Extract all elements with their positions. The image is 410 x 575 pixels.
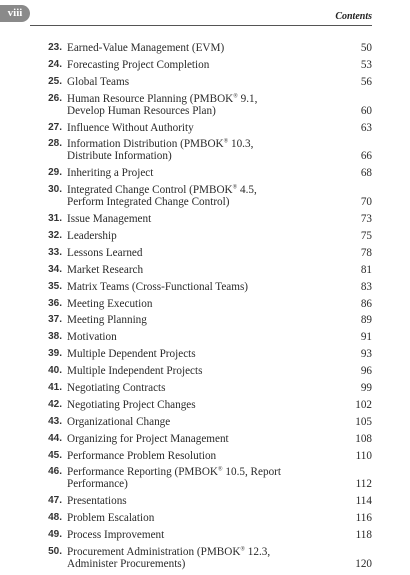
toc-entry-title-line: Organizational Change — [67, 415, 171, 428]
toc-entry-title-line: Process Improvement — [67, 529, 165, 542]
toc-entry-page: 78 — [360, 246, 372, 259]
toc-entry-page: 99 — [360, 382, 372, 395]
toc-entry-title-line: Influence Without Authority — [67, 121, 194, 134]
toc-entry-title — [67, 42, 338, 54]
toc-entry-page: 118 — [355, 529, 372, 542]
toc-entry-title-line: Negotiating Project Changes — [67, 398, 196, 411]
toc-entry-page: 56 — [360, 75, 372, 88]
toc-entry-number: 29. — [48, 167, 62, 179]
toc-entry-title-line: Inheriting a Project — [67, 167, 154, 180]
toc-entry-title — [67, 184, 338, 208]
toc-entry-number: 44. — [48, 432, 62, 444]
toc-entry-title — [67, 314, 338, 326]
toc-entry-number: 34. — [48, 263, 62, 275]
toc-entry-page: 60 — [360, 104, 372, 117]
toc-entry[interactable] — [40, 348, 372, 360]
toc-entry-title — [67, 281, 338, 293]
toc-entry-title — [67, 93, 338, 117]
toc-entry-page: 102 — [355, 398, 372, 411]
toc-entry-title-line: Develop Human Resources Plan) — [67, 104, 216, 117]
toc-entry-title-line: Problem Escalation — [67, 512, 155, 525]
toc-entry[interactable] — [40, 331, 372, 343]
toc-entry-title-line: Leadership — [67, 230, 117, 243]
toc-entry-number: 42. — [48, 398, 62, 410]
toc-entry-number: 46. — [48, 466, 62, 478]
toc-entry-title — [67, 416, 338, 428]
toc-entry-title — [67, 466, 338, 490]
toc-entry-page: 96 — [360, 365, 372, 378]
toc-entry-page: 110 — [355, 449, 372, 462]
toc-entry[interactable] — [40, 213, 372, 225]
toc-entry-title — [67, 122, 338, 134]
toc-entry-title — [67, 450, 338, 462]
toc-entry[interactable] — [40, 365, 372, 377]
toc-entry[interactable] — [40, 466, 372, 490]
toc-entry[interactable] — [40, 382, 372, 394]
toc-entry-title — [67, 264, 338, 276]
toc-entry-number: 35. — [48, 280, 62, 292]
toc-entry-title-line: Multiple Independent Projects — [67, 365, 203, 378]
toc-entry-title-line: Matrix Teams (Cross-Functional Teams) — [67, 280, 249, 293]
toc-entry[interactable] — [40, 230, 372, 242]
toc-entry-number: 37. — [48, 314, 62, 326]
toc-entry-title — [67, 512, 338, 524]
toc-entry[interactable] — [40, 247, 372, 259]
toc-entry[interactable] — [40, 42, 372, 54]
toc-entry-title-line: Global Teams — [67, 75, 130, 88]
table-of-contents — [40, 42, 372, 575]
toc-entry-title — [67, 546, 338, 570]
toc-entry-title — [67, 230, 338, 242]
toc-entry-title-line: Market Research — [67, 263, 144, 276]
toc-entry-number: 50. — [48, 546, 62, 558]
toc-entry-number: 48. — [48, 512, 62, 524]
toc-entry[interactable] — [40, 298, 372, 310]
toc-entry-page: 91 — [360, 331, 372, 344]
toc-entry-title — [67, 399, 338, 411]
toc-entry-number: 45. — [48, 449, 62, 461]
toc-entry-number: 26. — [48, 92, 62, 104]
toc-entry[interactable] — [40, 314, 372, 326]
toc-entry-page: 70 — [360, 196, 372, 209]
toc-entry-page: 89 — [360, 314, 372, 327]
toc-entry[interactable] — [40, 138, 372, 162]
toc-entry-title — [67, 213, 338, 225]
toc-entry-title-line: Lessons Learned — [67, 246, 143, 259]
toc-entry[interactable] — [40, 281, 372, 293]
toc-entry-page: 73 — [360, 213, 372, 226]
toc-entry-title — [67, 59, 338, 71]
toc-entry-title-line: Perform Integrated Change Control) — [67, 196, 230, 209]
toc-entry-number: 43. — [48, 415, 62, 427]
toc-entry-number: 30. — [48, 184, 62, 196]
toc-entry-title — [67, 167, 338, 179]
toc-entry-title — [67, 348, 338, 360]
toc-entry-page: 53 — [360, 58, 372, 71]
toc-entry-title-line: Earned-Value Management (EVM) — [67, 42, 225, 54]
toc-entry-page: 81 — [360, 263, 372, 276]
toc-entry-title — [67, 331, 338, 343]
toc-entry-page: 75 — [360, 230, 372, 243]
toc-entry[interactable] — [40, 93, 372, 117]
toc-entry-number: 47. — [48, 495, 62, 507]
toc-entry-number: 33. — [48, 246, 62, 258]
toc-entry-page: 116 — [355, 512, 372, 525]
header-rule — [30, 25, 372, 26]
toc-entry-title-line: Presentations — [67, 495, 127, 508]
toc-entry-number: 41. — [48, 382, 62, 394]
toc-entry-page: 83 — [360, 280, 372, 293]
toc-entry-title-line: Issue Management — [67, 213, 152, 226]
toc-entry-title-line: Organizing for Project Management — [67, 432, 229, 445]
toc-entry-title — [67, 495, 338, 507]
toc-entry[interactable] — [40, 184, 372, 208]
toc-entry-number: 49. — [48, 529, 62, 541]
toc-entry-title-line: Performance Reporting (PMBOK® 10.5, Report Performance) — [67, 466, 281, 491]
toc-entry-title-line: Negotiating Contracts — [67, 382, 166, 395]
toc-entry-page: 105 — [355, 415, 372, 428]
toc-entry-page: 86 — [360, 297, 372, 310]
toc-entry[interactable] — [40, 495, 372, 507]
toc-entry[interactable] — [40, 433, 372, 445]
toc-entry-title-line: Procurement Administration (PMBOK® 12.3, — [67, 546, 271, 559]
toc-entry-number: 36. — [48, 297, 62, 309]
toc-entry-number: 39. — [48, 348, 62, 360]
toc-entry-title — [67, 298, 338, 310]
toc-entry[interactable] — [40, 264, 372, 276]
toc-entry-number: 28. — [48, 138, 62, 150]
toc-entry-title-line: Distribute Information) — [67, 150, 172, 163]
toc-entry-number: 32. — [48, 230, 62, 242]
toc-entry[interactable] — [40, 399, 372, 411]
toc-entry-title-line: Integrated Change Control (PMBOK® 4.5, — [67, 184, 257, 197]
toc-entry-page: 108 — [355, 432, 372, 445]
toc-entry-title-line: Performance Problem Resolution — [67, 449, 217, 462]
toc-entry-page: 63 — [360, 121, 372, 134]
toc-entry-title — [67, 76, 338, 88]
toc-entry[interactable] — [40, 546, 372, 570]
toc-entry-number: 23. — [48, 42, 62, 53]
toc-entry[interactable] — [40, 529, 372, 541]
toc-entry-title — [67, 247, 338, 259]
toc-entry[interactable] — [40, 76, 372, 88]
toc-entry-number: 38. — [48, 331, 62, 343]
toc-entry-page: 66 — [360, 150, 372, 163]
toc-entry-title-line: Human Resource Planning (PMBOK® 9.1, — [67, 92, 258, 105]
toc-entry[interactable] — [40, 167, 372, 179]
toc-entry-title-line: Multiple Dependent Projects — [67, 348, 196, 361]
toc-entry-number: 25. — [48, 75, 62, 87]
toc-entry-title — [67, 433, 338, 445]
toc-entry-page: 114 — [355, 495, 372, 508]
toc-entry-title — [67, 529, 338, 541]
toc-entry[interactable] — [40, 416, 372, 428]
toc-entry-title-line: Forecasting Project Completion — [67, 58, 210, 71]
page-number-tab: viii — [0, 5, 30, 22]
toc-entry-page: 68 — [360, 167, 372, 180]
toc-entry[interactable] — [40, 59, 372, 71]
toc-entry[interactable] — [40, 450, 372, 462]
toc-entry-title-line: Meeting Planning — [67, 314, 147, 327]
toc-entry[interactable] — [40, 512, 372, 524]
toc-entry-number: 31. — [48, 213, 62, 225]
toc-entry-number: 40. — [48, 365, 62, 377]
toc-entry-page: 120 — [355, 558, 372, 571]
toc-entry-title-line: Meeting Execution — [67, 297, 153, 310]
toc-entry-title-line: Information Distribution (PMBOK® 10.3, — [67, 138, 254, 151]
toc-entry-title-line: Motivation — [67, 331, 117, 344]
toc-entry-number: 24. — [48, 58, 62, 70]
toc-entry-page: 112 — [355, 478, 372, 491]
toc-entry-title — [67, 365, 338, 377]
toc-entry-title — [67, 138, 338, 162]
toc-entry[interactable] — [40, 122, 372, 134]
toc-entry-title-line: Administer Procurements) — [67, 558, 186, 571]
toc-entry-title — [67, 382, 338, 394]
toc-entry-page: 93 — [360, 348, 372, 361]
toc-entry-page: 50 — [360, 42, 372, 54]
toc-entry-number: 27. — [48, 121, 62, 133]
running-head: Contents — [335, 11, 372, 22]
